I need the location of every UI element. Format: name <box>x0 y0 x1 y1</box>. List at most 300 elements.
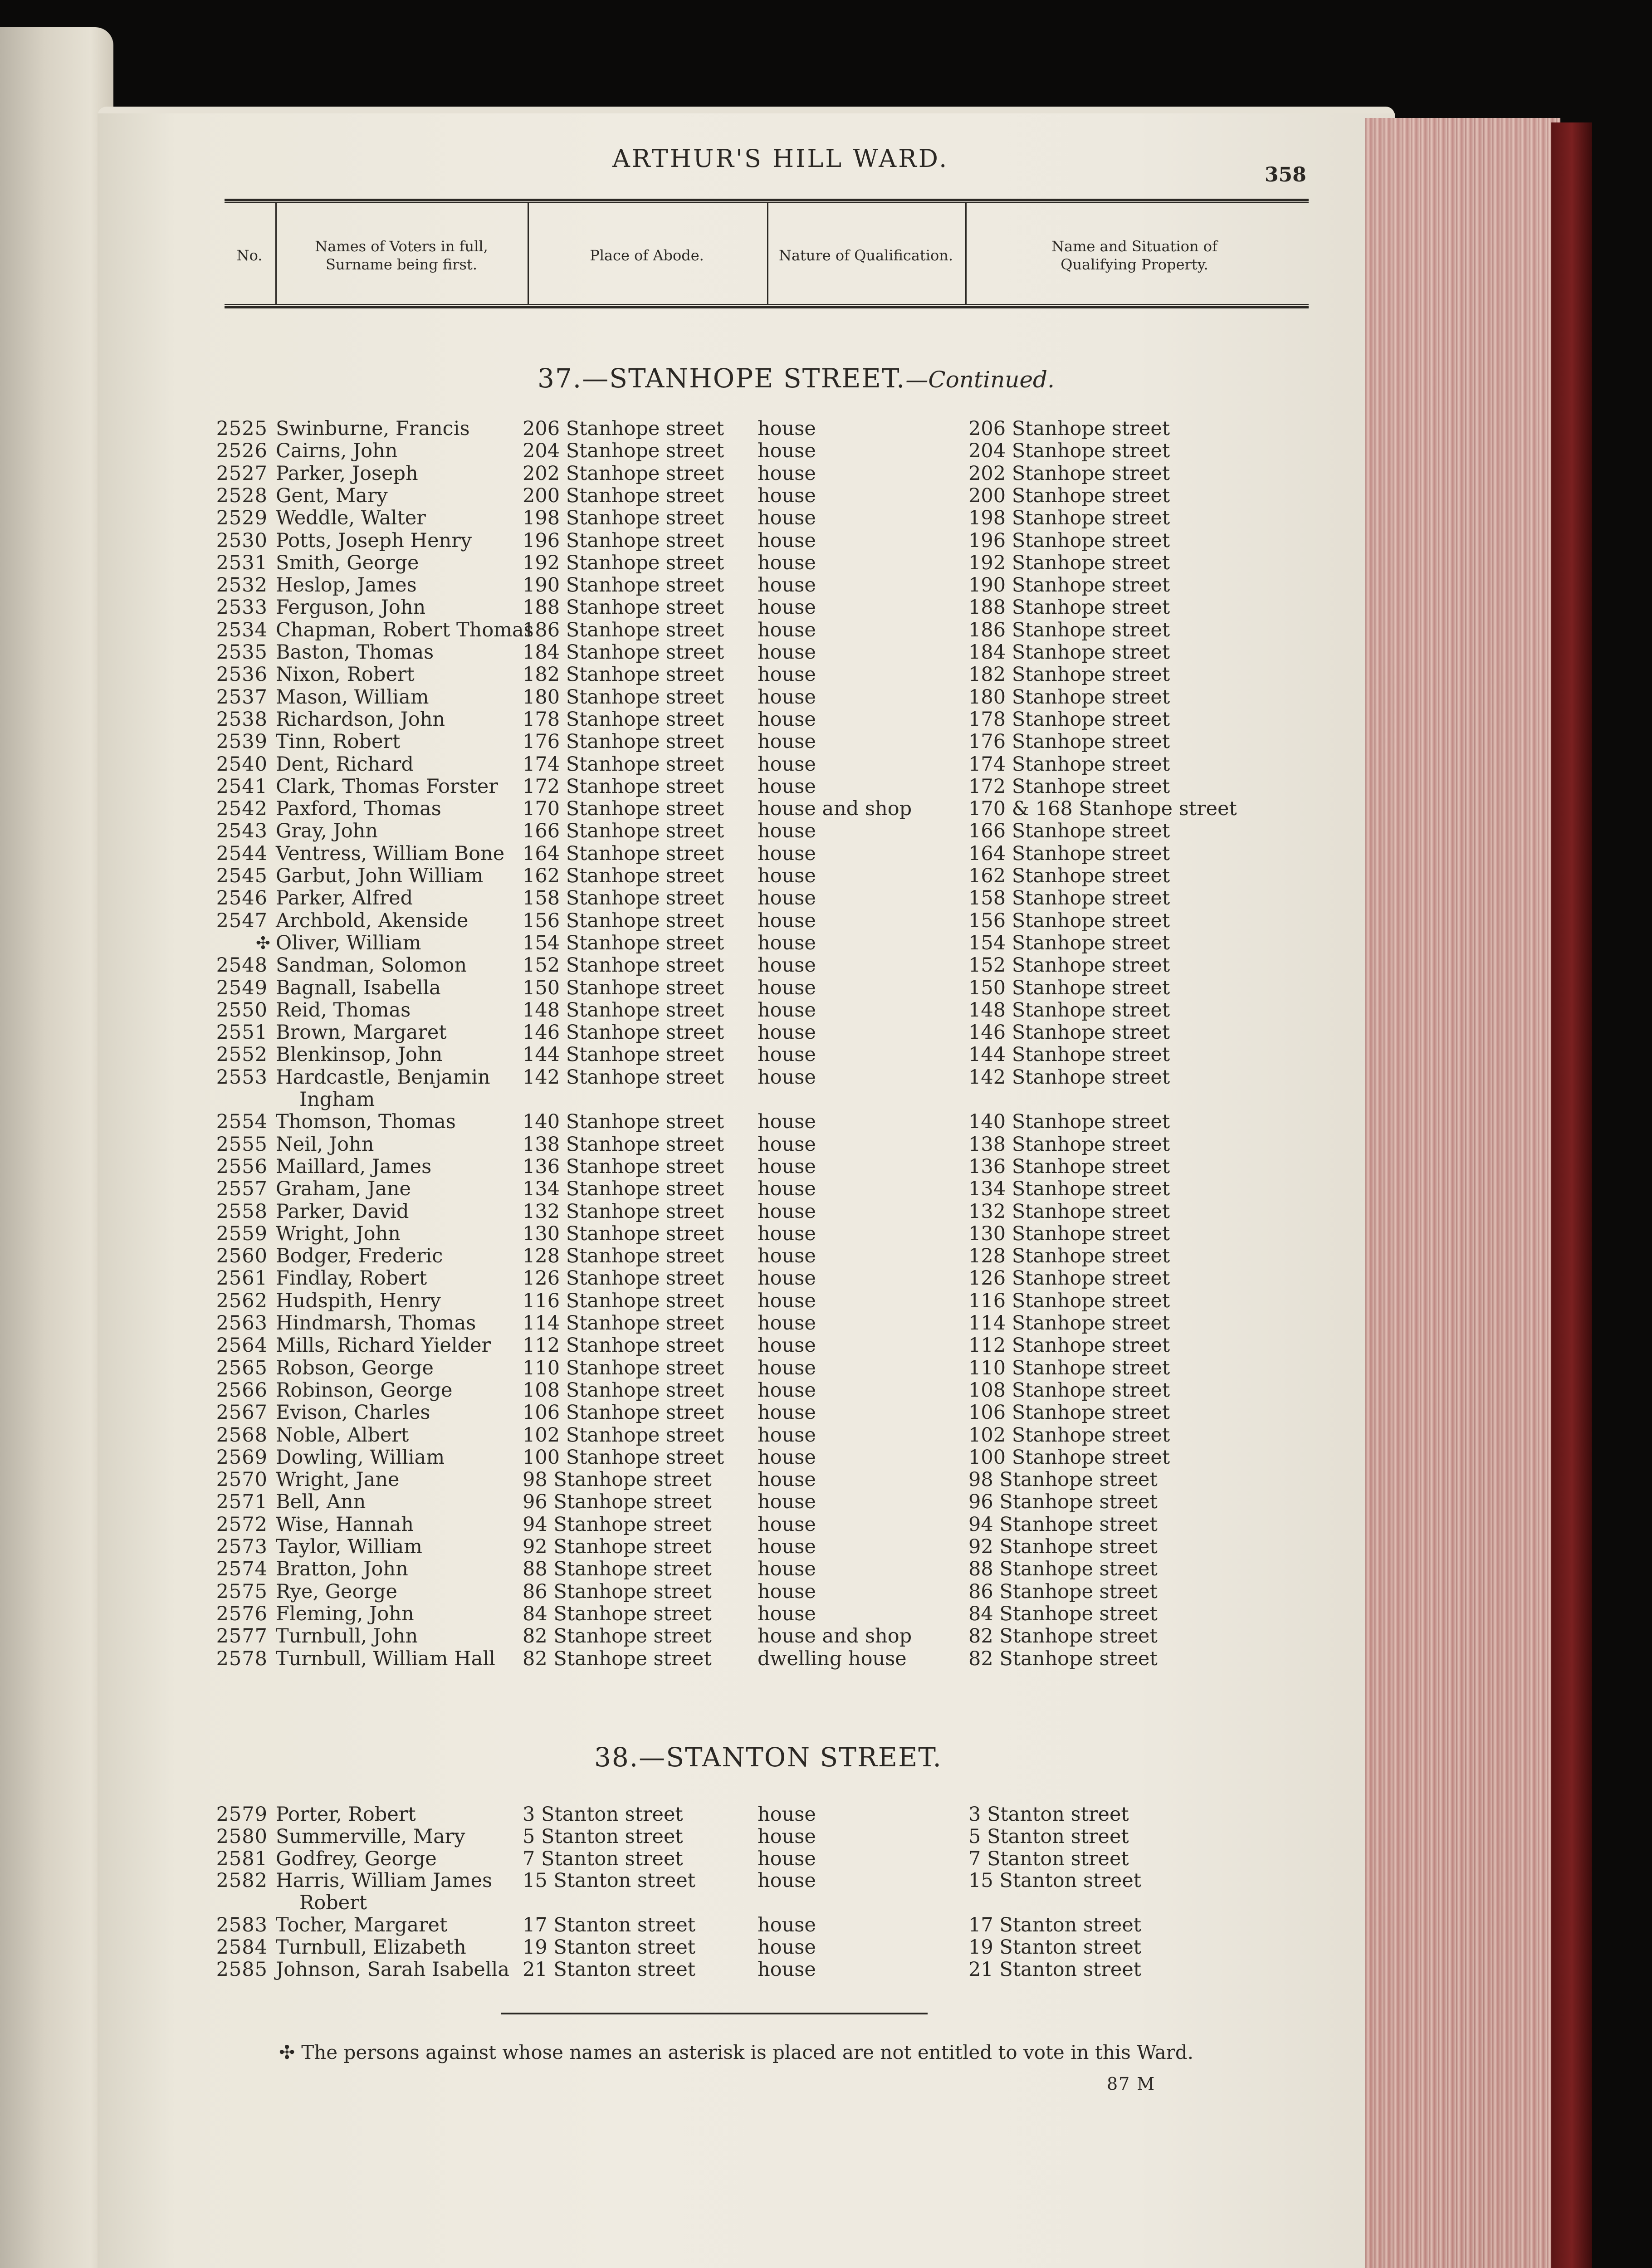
qualifying-property: 108 Stanhope street <box>968 1378 1170 1402</box>
place-of-abode: 182 Stanhope street <box>523 663 724 686</box>
qualification-nature: house <box>758 1155 816 1178</box>
place-of-abode: 94 Stanhope street <box>523 1513 712 1536</box>
voter-number: 2536 <box>216 663 268 686</box>
facing-left-page <box>0 27 113 2268</box>
voter-name: Garbut, John William <box>276 865 484 887</box>
qualifying-property: 166 Stanhope street <box>968 820 1170 843</box>
voter-row <box>200 1021 1288 1044</box>
voter-name: Mills, Richard Yielder <box>276 1334 491 1357</box>
voter-number: 2540 <box>216 753 268 776</box>
col-abode-header: Place of Abode. <box>590 247 704 264</box>
voter-name: Parker, Alfred <box>276 887 413 910</box>
qualification-nature: house <box>758 775 816 798</box>
voter-row <box>200 954 1288 977</box>
place-of-abode: 154 Stanhope street <box>523 931 724 954</box>
qualifying-property: 158 Stanhope street <box>968 887 1170 910</box>
voter-name: Bell, Ann <box>276 1491 366 1514</box>
place-of-abode: 126 Stanhope street <box>523 1267 724 1290</box>
voter-row <box>200 641 1288 664</box>
voter-number: 2547 <box>216 909 268 932</box>
place-of-abode: 102 Stanhope street <box>523 1423 724 1447</box>
qualification-nature: house <box>758 507 816 530</box>
voter-number: 2549 <box>216 976 268 999</box>
qualification-nature: house <box>758 1245 816 1268</box>
voter-row <box>200 417 1288 440</box>
qualifying-property: 138 Stanhope street <box>968 1133 1170 1156</box>
voter-row <box>200 1914 1288 1936</box>
voter-name: Godfrey, George <box>276 1847 437 1870</box>
place-of-abode: 162 Stanhope street <box>523 865 724 887</box>
qualifying-property: 7 Stanton street <box>968 1847 1129 1870</box>
place-of-abode: 142 Stanhope street <box>523 1066 724 1089</box>
place-of-abode: 98 Stanhope street <box>523 1468 712 1491</box>
place-of-abode: 200 Stanhope street <box>523 484 724 507</box>
voter-row <box>200 619 1288 641</box>
voter-name: Cairns, John <box>276 440 398 463</box>
qualification-nature: house <box>758 663 816 686</box>
place-of-abode: 144 Stanhope street <box>523 1043 724 1066</box>
voter-row <box>200 1290 1288 1312</box>
voter-row <box>200 1334 1288 1357</box>
qualifying-property: 152 Stanhope street <box>968 954 1170 977</box>
voter-name: Neil, John <box>276 1133 374 1156</box>
qualification-nature: house <box>758 440 816 463</box>
voter-number: 2541 <box>216 775 268 798</box>
qualifying-property: 86 Stanhope street <box>968 1580 1158 1603</box>
col-nature-header: Nature of Qualification. <box>778 247 953 264</box>
place-of-abode: 198 Stanhope street <box>523 507 724 530</box>
voter-number: 2554 <box>216 1110 268 1134</box>
voter-name: Robson, George <box>276 1356 434 1379</box>
voter-row <box>200 1155 1288 1178</box>
place-of-abode: 146 Stanhope street <box>523 1021 724 1044</box>
voter-name: Dowling, William <box>276 1446 445 1469</box>
col-names-header: Names of Voters in full, Surname being first. <box>315 238 488 273</box>
voter-number: 2538 <box>216 708 268 731</box>
qualifying-property: 204 Stanhope street <box>968 440 1170 463</box>
section-title-stanhope <box>538 363 1055 394</box>
place-of-abode: 178 Stanhope street <box>523 708 724 731</box>
voter-name: Harris, William James <box>276 1869 493 1892</box>
place-of-abode: 134 Stanhope street <box>523 1178 724 1201</box>
header-rule-top <box>225 199 1309 203</box>
book-cover <box>1551 122 1592 2268</box>
voter-number: 2579 <box>216 1803 268 1826</box>
place-of-abode: 84 Stanhope street <box>523 1602 712 1625</box>
qualification-nature: house <box>758 417 816 440</box>
qualifying-property: 150 Stanhope street <box>968 976 1170 999</box>
section-title-stanton: 38.—STANTON STREET. <box>594 1742 942 1773</box>
place-of-abode: 136 Stanhope street <box>523 1155 724 1178</box>
qualification-nature: house <box>758 1847 816 1870</box>
voter-row <box>200 1580 1288 1603</box>
qualification-nature: house <box>758 574 816 597</box>
voter-number: 2578 <box>216 1647 268 1670</box>
qualifying-property: 178 Stanhope street <box>968 708 1170 731</box>
voter-number: 2525 <box>216 417 268 440</box>
place-of-abode: 186 Stanhope street <box>523 618 724 641</box>
qualification-nature: house <box>758 618 816 641</box>
voter-row <box>200 574 1288 596</box>
qualifying-property: 82 Stanhope street <box>968 1647 1158 1670</box>
voter-row <box>200 999 1288 1022</box>
qualification-nature: house <box>758 1825 816 1848</box>
qualifying-property: 15 Stanton street <box>968 1869 1142 1892</box>
voter-number: 2583 <box>216 1914 268 1936</box>
voter-row <box>200 1558 1288 1580</box>
voter-row <box>200 1936 1288 1959</box>
place-of-abode: 180 Stanhope street <box>523 685 724 709</box>
place-of-abode: 82 Stanhope street <box>523 1647 712 1670</box>
place-of-abode: 17 Stanton street <box>523 1914 696 1936</box>
voter-row <box>200 1491 1288 1513</box>
voter-name: Ferguson, John <box>276 596 426 619</box>
voter-row <box>200 1603 1288 1625</box>
voter-name: Clark, Thomas Forster <box>276 775 498 798</box>
qualifying-property: 110 Stanhope street <box>968 1356 1170 1379</box>
voter-row <box>200 1825 1288 1848</box>
place-of-abode: 86 Stanhope street <box>523 1580 712 1603</box>
voter-name: Turnbull, John <box>276 1625 418 1648</box>
place-of-abode: 170 Stanhope street <box>523 797 724 821</box>
voter-name: Potts, Joseph Henry <box>276 529 472 552</box>
footer-rule <box>501 2013 928 2014</box>
place-of-abode: 166 Stanhope street <box>523 820 724 843</box>
place-of-abode: 176 Stanhope street <box>523 730 724 753</box>
voter-row <box>200 1513 1288 1536</box>
voter-name: Gray, John <box>276 820 378 843</box>
voter-name: Mason, William <box>276 685 429 709</box>
qualifying-property: 17 Stanton street <box>968 1914 1142 1936</box>
voter-row <box>200 1066 1288 1089</box>
voter-row <box>200 820 1288 842</box>
voter-row <box>200 909 1288 932</box>
voter-number: 2532 <box>216 574 268 597</box>
place-of-abode: 174 Stanhope street <box>523 753 724 776</box>
voter-name: Rye, George <box>276 1580 397 1603</box>
voter-row <box>200 1245 1288 1267</box>
col-no-header: No. <box>236 247 263 264</box>
place-of-abode: 184 Stanhope street <box>523 641 724 664</box>
voter-name: Gent, Mary <box>276 484 388 507</box>
qualification-nature: house <box>758 909 816 932</box>
voter-number: 2562 <box>216 1289 268 1312</box>
place-of-abode: 190 Stanhope street <box>523 574 724 597</box>
voter-number: 2534 <box>216 618 268 641</box>
voter-number: 2575 <box>216 1580 268 1603</box>
qualifying-property: 206 Stanhope street <box>968 417 1170 440</box>
footnote-text: The persons against whose names an asterisk is placed are not entitled to vote in this Ward. <box>301 2041 1194 2063</box>
voter-number: 2543 <box>216 820 268 843</box>
qualification-nature: house <box>758 685 816 709</box>
voter-row <box>200 1133 1288 1156</box>
qualifying-property: 174 Stanhope street <box>968 753 1170 776</box>
qualification-nature: house <box>758 641 816 664</box>
voter-name: Thomson, Thomas <box>276 1110 456 1134</box>
qualification-nature: house <box>758 1267 816 1290</box>
voter-number: 2570 <box>216 1468 268 1491</box>
column-header <box>225 199 1309 313</box>
voter-number: 2535 <box>216 641 268 664</box>
qualifying-property: 196 Stanhope street <box>968 529 1170 552</box>
place-of-abode: 132 Stanhope street <box>523 1200 724 1223</box>
voter-row <box>200 1088 1288 1111</box>
qualification-nature: house and shop <box>758 1625 912 1648</box>
voter-number: 2559 <box>216 1222 268 1245</box>
qualification-nature: house <box>758 1401 816 1424</box>
qualification-nature: house <box>758 1602 816 1625</box>
voter-row <box>200 842 1288 865</box>
voter-name: Bagnall, Isabella <box>276 976 441 999</box>
voter-row <box>200 462 1288 485</box>
qualification-nature: house <box>758 1580 816 1603</box>
qualification-nature: house <box>758 1468 816 1491</box>
voter-name: Brown, Margaret <box>276 1021 447 1044</box>
voter-row <box>200 596 1288 619</box>
voter-row <box>200 1803 1288 1826</box>
qualification-nature: house <box>758 1803 816 1826</box>
place-of-abode: 192 Stanhope street <box>523 551 724 574</box>
voter-row <box>200 753 1288 776</box>
place-of-abode: 158 Stanhope street <box>523 887 724 910</box>
qualifying-property: 106 Stanhope street <box>968 1401 1170 1424</box>
voter-name: Maillard, James <box>276 1155 432 1178</box>
voter-number: 2542 <box>216 797 268 821</box>
voter-row <box>200 1625 1288 1647</box>
qualification-nature: house <box>758 1356 816 1379</box>
voter-number: 2576 <box>216 1602 268 1625</box>
voter-name: Weddle, Walter <box>276 507 426 530</box>
voter-row <box>200 507 1288 529</box>
qualification-nature: house <box>758 1378 816 1402</box>
qualifying-property: 128 Stanhope street <box>968 1245 1170 1268</box>
col-property-header: Name and Situation of Qualifying Property. <box>1051 238 1217 273</box>
voter-number: 2572 <box>216 1513 268 1536</box>
qualification-nature: house <box>758 1312 816 1334</box>
place-of-abode: 5 Stanton street <box>523 1825 683 1848</box>
voter-name: Tocher, Margaret <box>276 1914 448 1936</box>
qualifying-property: 126 Stanhope street <box>968 1267 1170 1290</box>
voter-row <box>200 797 1288 820</box>
voter-number: 2544 <box>216 842 268 865</box>
qualifying-property: 154 Stanhope street <box>968 931 1170 954</box>
place-of-abode: 3 Stanton street <box>523 1803 683 1826</box>
voter-number: 2564 <box>216 1334 268 1357</box>
voter-name: Turnbull, William Hall <box>276 1647 495 1670</box>
qualification-nature: house <box>758 998 816 1022</box>
voter-row <box>200 977 1288 999</box>
voter-name: Hindmarsh, Thomas <box>276 1312 476 1334</box>
qualifying-property: 184 Stanhope street <box>968 641 1170 664</box>
qualification-nature: house <box>758 1110 816 1134</box>
place-of-abode: 7 Stanton street <box>523 1847 683 1870</box>
place-of-abode: 148 Stanhope street <box>523 998 724 1022</box>
qualifying-property: 156 Stanhope street <box>968 909 1170 932</box>
qualifying-property: 148 Stanhope street <box>968 998 1170 1022</box>
voter-row <box>200 1379 1288 1402</box>
qualification-nature: house <box>758 551 816 574</box>
qualifying-property: 188 Stanhope street <box>968 596 1170 619</box>
voter-name: Summerville, Mary <box>276 1825 465 1848</box>
qualification-nature: house <box>758 1446 816 1469</box>
voter-name: Hardcastle, Benjamin <box>276 1066 490 1089</box>
voter-name: Chapman, Robert Thomas <box>276 618 534 641</box>
qualifying-property: 202 Stanhope street <box>968 462 1170 485</box>
voter-name: Robinson, George <box>276 1378 453 1402</box>
voter-row <box>200 440 1288 462</box>
voter-row <box>200 887 1288 909</box>
qualifying-property: 190 Stanhope street <box>968 574 1170 597</box>
qualification-nature: house and shop <box>758 797 912 821</box>
voter-row <box>200 1535 1288 1558</box>
qualifying-property: 82 Stanhope street <box>968 1625 1158 1648</box>
asterisk-icon: ✣ <box>279 2041 295 2063</box>
voter-row <box>200 932 1288 954</box>
qualifying-property: 102 Stanhope street <box>968 1423 1170 1447</box>
voter-row <box>200 1848 1288 1870</box>
qualification-nature: house <box>758 1200 816 1223</box>
voter-number: 2569 <box>216 1446 268 1469</box>
voter-name: Dent, Richard <box>276 753 414 776</box>
voter-name: Oliver, William <box>276 931 421 954</box>
qualification-nature: house <box>758 1423 816 1447</box>
qualification-nature: house <box>758 1289 816 1312</box>
voter-number: 2556 <box>216 1155 268 1178</box>
qualifying-property: 100 Stanhope street <box>968 1446 1170 1469</box>
voter-row <box>200 1468 1288 1491</box>
voter-name: Porter, Robert <box>276 1803 416 1826</box>
voter-number: 2529 <box>216 507 268 530</box>
place-of-abode: 150 Stanhope street <box>523 976 724 999</box>
voter-name: Parker, David <box>276 1200 409 1223</box>
voter-name: Swinburne, Francis <box>276 417 470 440</box>
qualifying-property: 192 Stanhope street <box>968 551 1170 574</box>
place-of-abode: 82 Stanhope street <box>523 1625 712 1648</box>
qualification-nature: house <box>758 1043 816 1066</box>
voter-row <box>200 1178 1288 1200</box>
voter-number: 2558 <box>216 1200 268 1223</box>
voter-number: 2582 <box>216 1869 268 1892</box>
voter-name: Sandman, Solomon <box>276 954 467 977</box>
voter-name: Graham, Jane <box>276 1178 411 1201</box>
qualifying-property: 200 Stanhope street <box>968 484 1170 507</box>
voter-row <box>200 1043 1288 1066</box>
voter-name: Parker, Joseph <box>276 462 418 485</box>
voter-row <box>200 775 1288 798</box>
voter-number: 2533 <box>216 596 268 619</box>
section-title-text: 37.—STANHOPE STREET. <box>538 363 906 394</box>
qualification-nature: dwelling house <box>758 1647 907 1670</box>
qualifying-property: 98 Stanhope street <box>968 1468 1158 1491</box>
voter-name: Bodger, Frederic <box>276 1245 443 1268</box>
place-of-abode: 202 Stanhope street <box>523 462 724 485</box>
voter-row <box>200 1647 1288 1670</box>
voter-name: Fleming, John <box>276 1602 414 1625</box>
qualification-nature: house <box>758 1535 816 1558</box>
qualifying-property: 180 Stanhope street <box>968 685 1170 709</box>
place-of-abode: 172 Stanhope street <box>523 775 724 798</box>
place-of-abode: 114 Stanhope street <box>523 1312 724 1334</box>
qualification-nature: house <box>758 1178 816 1201</box>
qualification-nature: house <box>758 462 816 485</box>
voter-row <box>200 552 1288 574</box>
qualifying-property: 112 Stanhope street <box>968 1334 1170 1357</box>
voter-row <box>200 529 1288 552</box>
voter-number: 2552 <box>216 1043 268 1066</box>
place-of-abode: 100 Stanhope street <box>523 1446 724 1469</box>
place-of-abode: 21 Stanton street <box>523 1958 696 1981</box>
voter-name: Tinn, Robert <box>276 730 401 753</box>
voter-name: Smith, George <box>276 551 419 574</box>
place-of-abode: 116 Stanhope street <box>523 1289 724 1312</box>
place-of-abode: 140 Stanhope street <box>523 1110 724 1134</box>
voter-name: Wise, Hannah <box>276 1513 414 1536</box>
voter-number: 2530 <box>216 529 268 552</box>
voter-name: Johnson, Sarah Isabella <box>276 1958 509 1981</box>
voter-number: 2566 <box>216 1378 268 1402</box>
voter-number: 2528 <box>216 484 268 507</box>
qualifying-property: 182 Stanhope street <box>968 663 1170 686</box>
voter-row <box>200 730 1288 753</box>
voter-row <box>200 686 1288 709</box>
voter-name: Wright, John <box>276 1222 401 1245</box>
voter-number: 2555 <box>216 1133 268 1156</box>
qualifying-property: 146 Stanhope street <box>968 1021 1170 1044</box>
place-of-abode: 196 Stanhope street <box>523 529 724 552</box>
qualification-nature: house <box>758 1491 816 1514</box>
qualifying-property: 5 Stanton street <box>968 1825 1129 1848</box>
voter-number: 2545 <box>216 865 268 887</box>
qualifying-property: 186 Stanhope street <box>968 618 1170 641</box>
qualification-nature: house <box>758 887 816 910</box>
qualifying-property: 88 Stanhope street <box>968 1558 1158 1581</box>
voter-number: 2584 <box>216 1936 268 1959</box>
qualification-nature: house <box>758 1021 816 1044</box>
qualification-nature: house <box>758 820 816 843</box>
place-of-abode: 188 Stanhope street <box>523 596 724 619</box>
qualifying-property: 140 Stanhope street <box>968 1110 1170 1134</box>
voter-number: 2581 <box>216 1847 268 1870</box>
qualifying-property: 116 Stanhope street <box>968 1289 1170 1312</box>
voter-number: 2571 <box>216 1491 268 1514</box>
qualification-nature: house <box>758 484 816 507</box>
voter-number: 2548 <box>216 954 268 977</box>
voter-number: 2577 <box>216 1625 268 1648</box>
place-of-abode: 156 Stanhope street <box>523 909 724 932</box>
voter-row <box>200 484 1288 507</box>
voter-name: Reid, Thomas <box>276 998 411 1022</box>
voter-name: Robert <box>299 1892 367 1915</box>
qualifying-property: 144 Stanhope street <box>968 1043 1170 1066</box>
place-of-abode: 19 Stanton street <box>523 1936 696 1959</box>
qualification-nature: house <box>758 1958 816 1981</box>
qualification-nature: house <box>758 753 816 776</box>
place-of-abode: 110 Stanhope street <box>523 1356 724 1379</box>
place-of-abode: 92 Stanhope street <box>523 1535 712 1558</box>
qualifying-property: 162 Stanhope street <box>968 865 1170 887</box>
qualifying-property: 130 Stanhope street <box>968 1222 1170 1245</box>
voter-row <box>200 1110 1288 1133</box>
qualification-nature: house <box>758 708 816 731</box>
place-of-abode: 96 Stanhope street <box>523 1491 712 1514</box>
voter-name: Findlay, Robert <box>276 1267 427 1290</box>
voter-row <box>200 1401 1288 1424</box>
voter-row <box>200 1869 1288 1892</box>
voter-row <box>200 663 1288 686</box>
voter-row <box>200 1892 1288 1914</box>
voter-number: 2563 <box>216 1312 268 1334</box>
place-of-abode: 152 Stanhope street <box>523 954 724 977</box>
